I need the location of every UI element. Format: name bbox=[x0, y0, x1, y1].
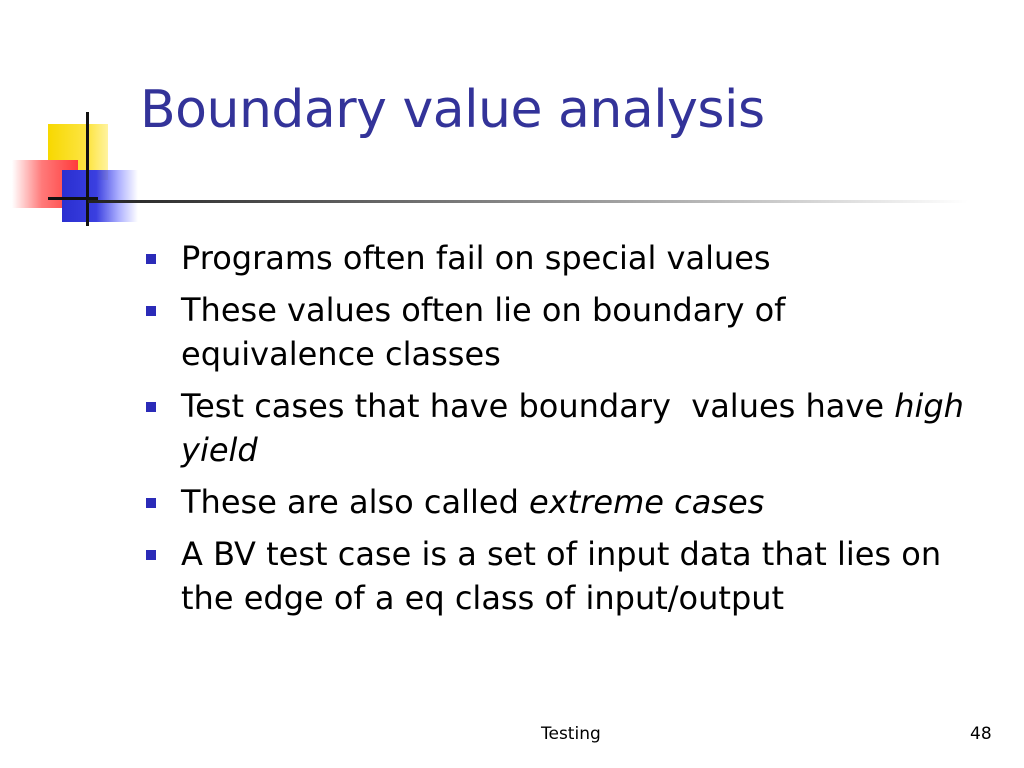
bullet-text: Test cases that have boundary values have bbox=[181, 387, 895, 425]
logo-vertical-line bbox=[86, 112, 89, 226]
bullet-item bbox=[144, 288, 984, 376]
bullet-square-icon bbox=[146, 550, 156, 560]
title-underline bbox=[88, 200, 968, 203]
bullet-emphasis-text: high yield bbox=[181, 387, 964, 469]
bullet-item bbox=[144, 480, 984, 524]
bullet-item bbox=[144, 384, 984, 472]
slide-title: Boundary value analysis bbox=[140, 80, 765, 140]
bullet-item bbox=[144, 532, 984, 620]
logo-blue-square bbox=[62, 170, 138, 222]
bullet-emphasis-text: extreme cases bbox=[529, 483, 765, 521]
bullet-text: Programs often fail on special values bbox=[181, 239, 771, 277]
slide-logo-decoration bbox=[0, 0, 150, 240]
bullet-square-icon bbox=[146, 402, 156, 412]
bullet-square-icon bbox=[146, 498, 156, 508]
bullet-item bbox=[144, 236, 984, 280]
bullet-square-icon bbox=[146, 254, 156, 264]
bullet-text: These values often lie on boundary of equivalence classes bbox=[181, 291, 786, 373]
bullet-list bbox=[144, 236, 984, 628]
bullet-text: These are also called bbox=[181, 483, 530, 521]
page-number: 48 bbox=[970, 724, 992, 744]
bullet-square-icon bbox=[146, 306, 156, 316]
footer-label: Testing bbox=[541, 724, 601, 744]
bullet-text: A BV test case is a set of input data that lies on the edge of a eq class of input/output bbox=[181, 535, 942, 617]
